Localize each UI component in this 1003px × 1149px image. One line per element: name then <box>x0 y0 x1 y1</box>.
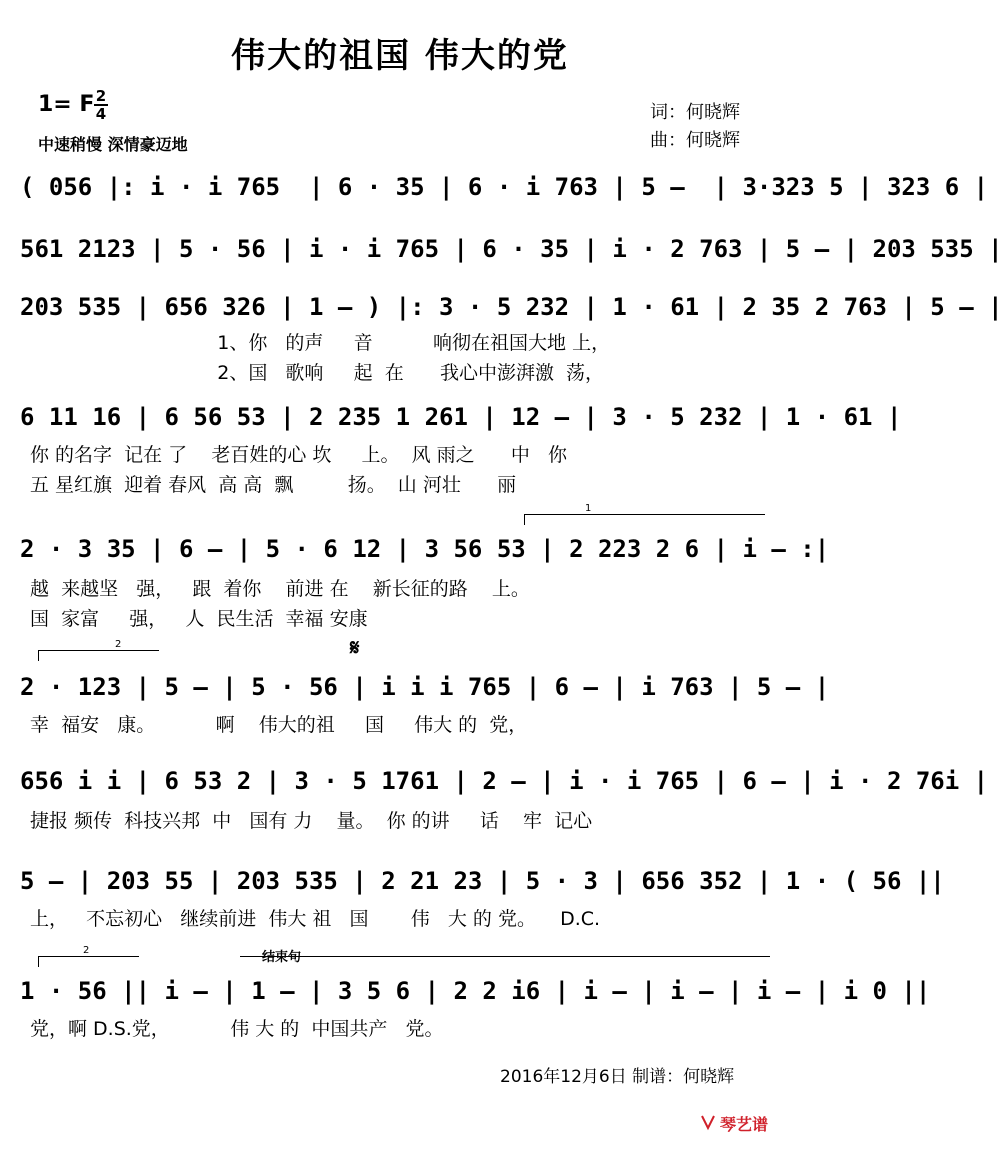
segno-sign: 𝄋 <box>350 636 360 661</box>
lyricist-credit: 词：何晓辉 <box>650 102 740 123</box>
lyrics-row-3-verse-2: 2、国 歌响 起 在 我心中澎湃激 荡， <box>30 362 605 384</box>
tempo-marking: 中速稍慢 深情豪迈地 <box>38 135 188 154</box>
lyrics-row-5-verse-1: 越 来越坚 强， 跟 着你 前进 在 新长征的路 上。 <box>30 578 530 600</box>
notation-row-6: 2 · 123 | 5 – | 5 · 56 | i i i 765 | 6 – | i 763 | 5 – | <box>20 673 830 701</box>
footer-credit: 2016年12月6日 制谱：何晓辉 <box>500 1067 735 1087</box>
lyrics-row-3-verse-1: 1、你 的声 音 响彻在祖国大地 上， <box>30 332 611 354</box>
notation-row-7: 656 i i | 6 53 2 | 3 · 5 1761 | 2 – | i · i 765 | 6 – | i · 2 76i | <box>20 767 989 795</box>
notation-row-1: ( 056 |: i · i 765 | 6 · 35 | 6 · i 763 | 5 – | 3·323 5 | 323 6 | <box>20 173 989 201</box>
coda-label: 结束句 <box>262 950 302 965</box>
second-ending-label: 2 <box>115 639 122 650</box>
second-ending-bracket-b <box>38 945 139 967</box>
second-ending-bracket <box>38 639 159 661</box>
logo-text: 琴艺谱 <box>720 1115 769 1134</box>
lyrics-row-4-verse-1: 你 的名字 记在 了 老百姓的心 坎 上。 风 雨之 中 你 <box>30 444 568 466</box>
notation-row-3: 203 535 | 656 326 | 1 – ) |: 3 · 5 232 | 1 · 61 | 2 35 2 763 | 5 – | <box>20 293 1003 321</box>
notation-row-5: 2 · 3 35 | 6 – | 5 · 6 12 | 3 56 53 | 2 223 2 6 | i – :| <box>20 535 830 563</box>
lyrics-row-9: 党，啊 D.S.党， 伟 大 的 中国共产 党。 <box>30 1018 444 1040</box>
time-signature <box>92 88 110 122</box>
key-signature: 1= F <box>38 92 95 117</box>
notation-row-4: 6 11 16 | 6 56 53 | 2 235 1 261 | 12 – | 3 · 5 232 | 1 · 61 | <box>20 403 902 431</box>
first-ending-bracket <box>524 503 765 525</box>
lyrics-row-4-verse-2: 五 星红旗 迎着 春风 高 高 飘 扬。 山 河壮 丽 <box>30 474 517 496</box>
notation-row-9: 1 · 56 || i – | 1 – | 3 5 6 | 2 2 i6 | i – | i – | i – | i 0 || <box>20 977 931 1005</box>
composer-credit: 曲：何晓辉 <box>650 130 740 151</box>
lyrics-row-7: 捷报 频传 科技兴邦 中 国有 力 量。 你 的讲 话 牢 记心 <box>30 810 593 832</box>
time-signature-bottom: 4 <box>95 105 107 123</box>
second-ending-label-b: 2 <box>83 945 90 956</box>
time-signature-top: 2 <box>95 87 107 105</box>
site-logo <box>700 1112 768 1135</box>
lyrics-row-6: 幸 福安 康。 啊 伟大的祖 国 伟大 的 党， <box>30 714 528 736</box>
first-ending-label: 1 <box>585 503 592 514</box>
lyrics-row-5-verse-2: 国 家富 强， 人 民生活 幸福 安康 <box>30 608 368 630</box>
coda-line <box>240 956 770 957</box>
logo-icon <box>700 1114 716 1134</box>
notation-row-2: 561 2123 | 5 · 56 | i · i 765 | 6 · 35 | i · 2 763 | 5 – | 203 535 | <box>20 235 1003 263</box>
song-title: 伟大的祖国 伟大的党 <box>231 36 569 76</box>
notation-row-8: 5 – | 203 55 | 203 535 | 2 21 23 | 5 · 3 | 656 352 | 1 · ( 56 || <box>20 867 945 895</box>
lyrics-row-8: 上， 不忘初心 继续前进 伟大 祖 国 伟 大 的 党。 D.C. <box>30 908 601 930</box>
